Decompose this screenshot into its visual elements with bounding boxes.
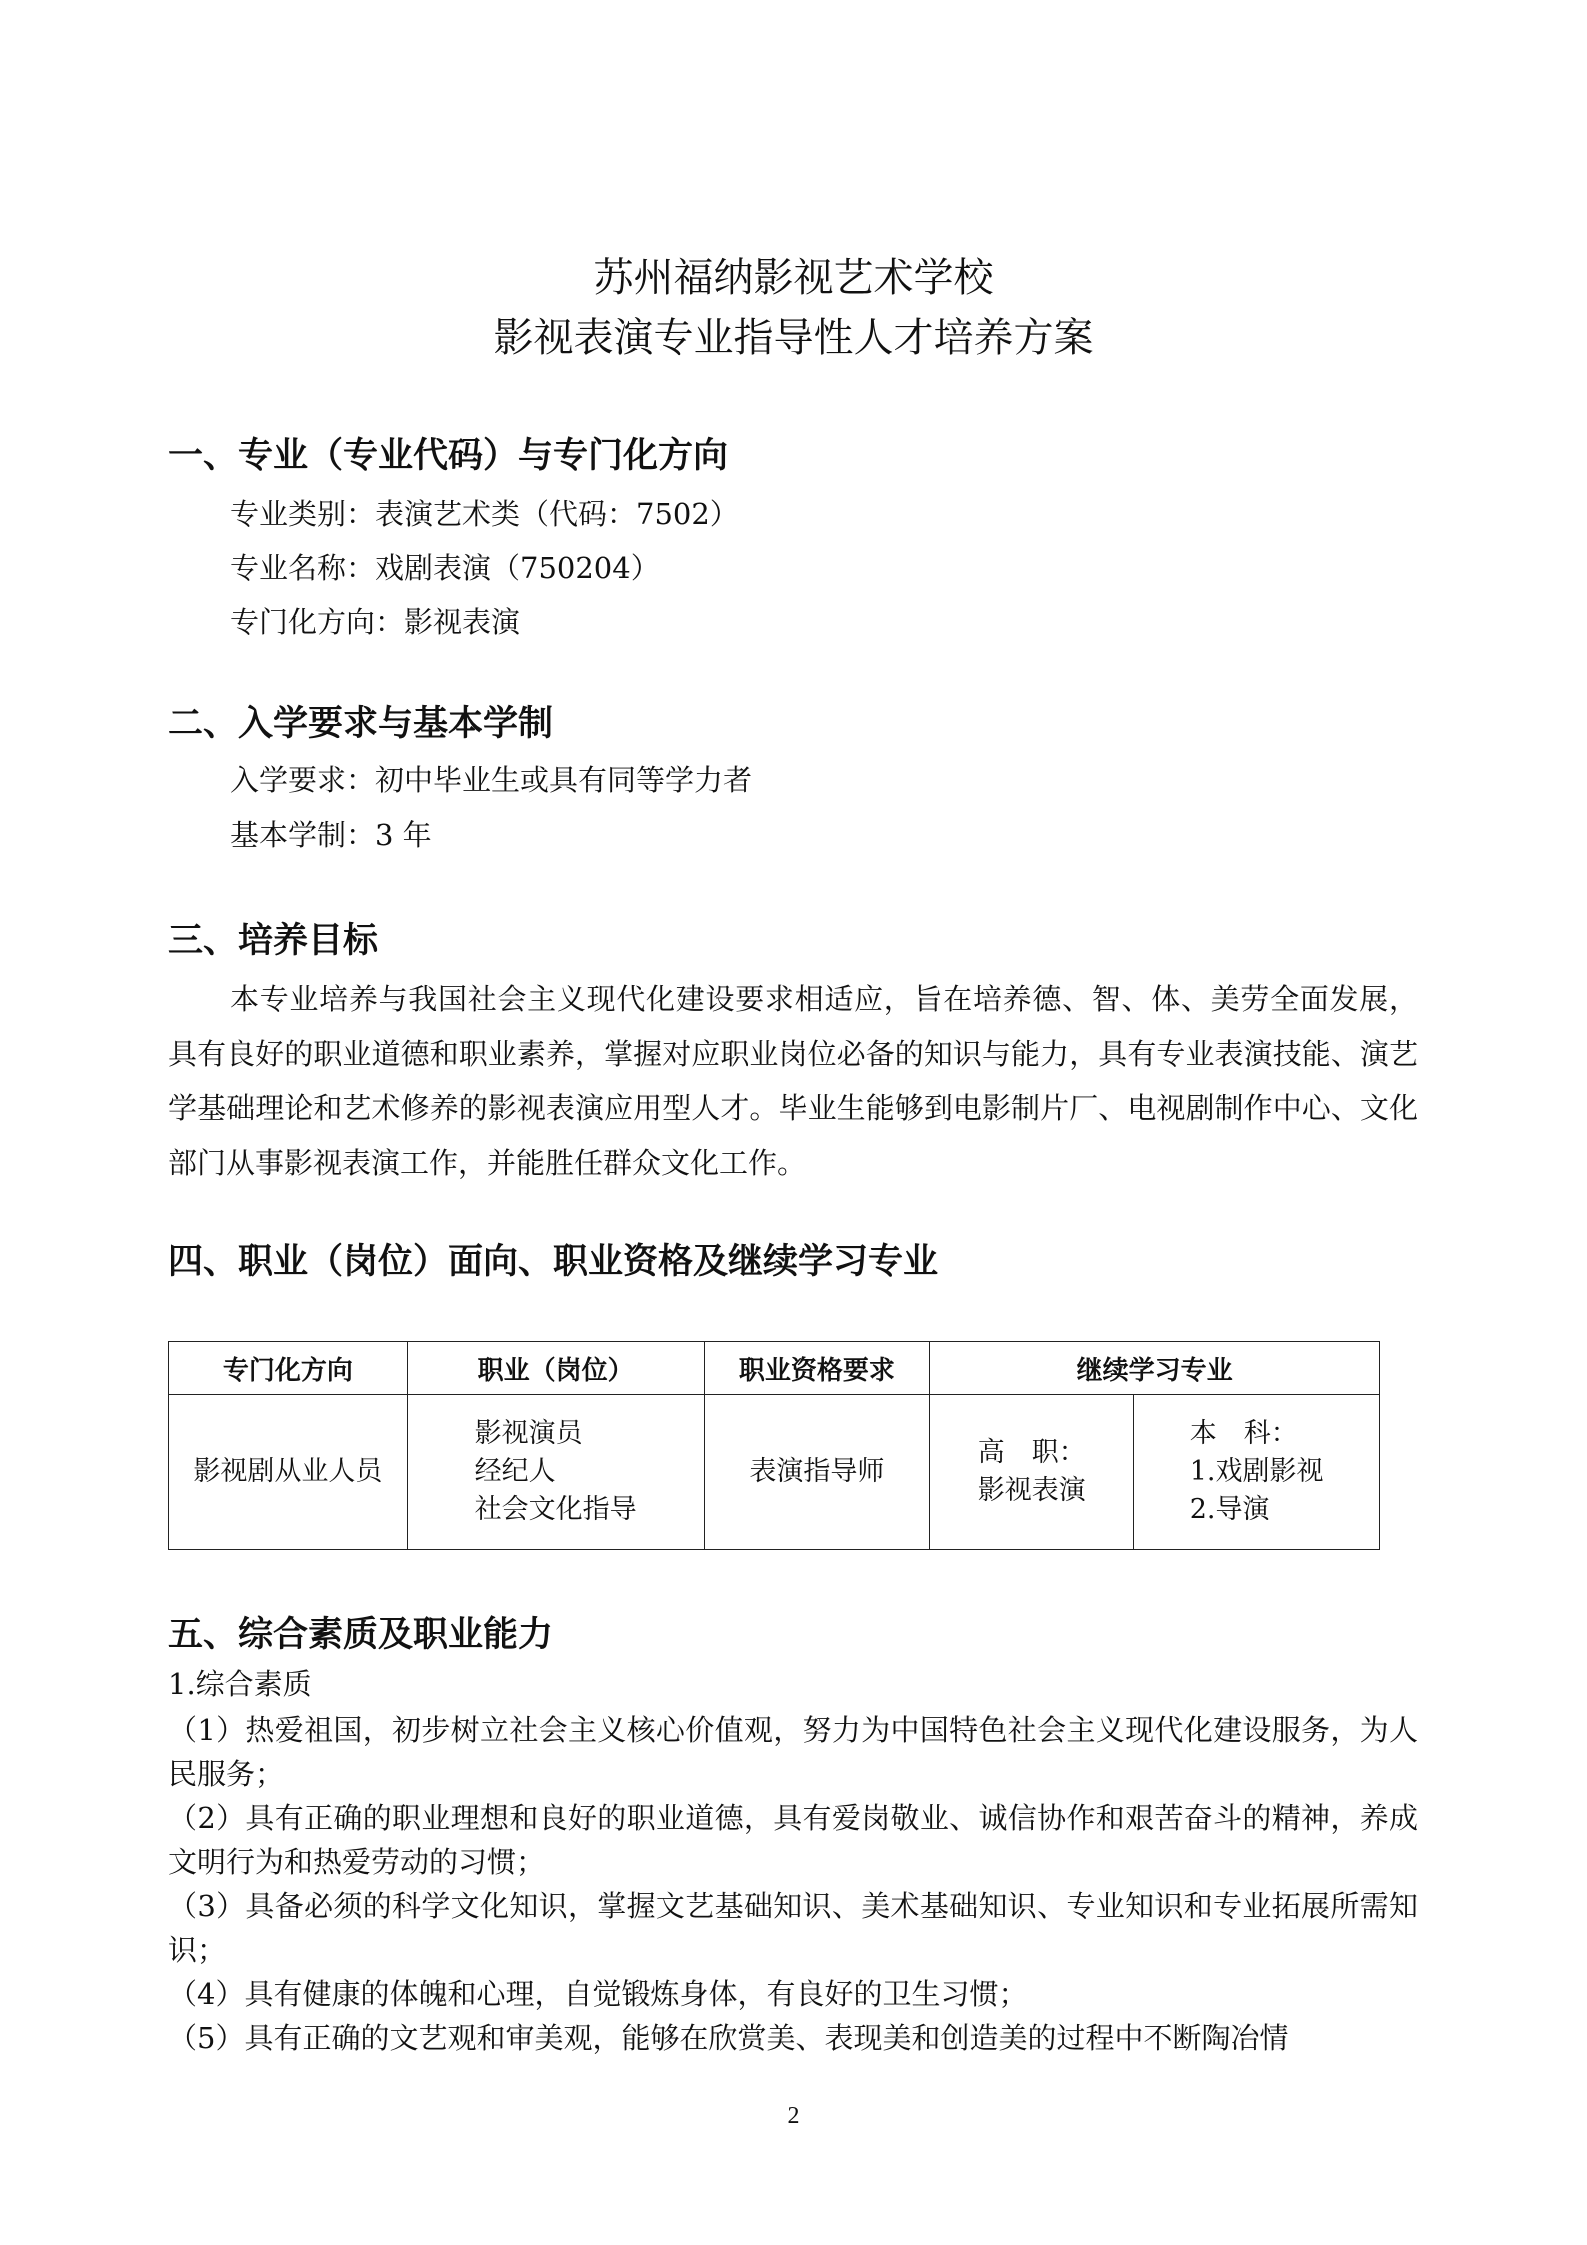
subsection-heading: 1.综合素质 <box>168 1667 312 1701</box>
list-item: （1）热爱祖国，初步树立社会主义核心价值观，努力为中国特色社会主义现代化建设服务，为人民服务； <box>168 1713 1418 1791</box>
list-item: （4）具有健康的体魄和心理，自觉锻炼身体，有良好的卫生习惯； <box>168 1977 1028 2011</box>
page-number: 2 <box>787 2103 800 2129</box>
list-item: （2）具有正确的职业理想和良好的职业道德，具有爱岗敬业、诚信协作和艰苦奋斗的精神，养成文明行为和热爱劳动的习惯； <box>168 1801 1418 1879</box>
job-item: 影视演员 <box>474 1418 583 1449</box>
job-item: 社会文化指导 <box>474 1494 637 1525</box>
cell-jobs <box>407 1395 704 1550</box>
plan-title: 影视表演专业指导性人才培养方案 <box>493 315 1094 361</box>
admission-requirement: 入学要求：初中毕业生或具有同等学力者 <box>230 763 753 797</box>
table-header-row <box>169 1342 1380 1395</box>
cell-qualification: 表演指导师 <box>704 1395 930 1550</box>
table-row <box>169 1395 1380 1550</box>
section-4-heading: 四、职业（岗位）面向、职业资格及继续学习专业 <box>168 1241 939 1282</box>
header-qualification: 职业资格要求 <box>704 1342 930 1395</box>
cell-undergraduate <box>1134 1395 1380 1550</box>
higher-vocational-major: 影视表演 <box>977 1475 1086 1506</box>
section-3-heading: 三、培养目标 <box>168 920 379 961</box>
major-name: 专业名称：戏剧表演（750204） <box>230 551 660 585</box>
header-further-study: 继续学习专业 <box>930 1342 1380 1395</box>
undergraduate-major: 2.导演 <box>1189 1494 1270 1525</box>
list-item: （5）具有正确的文艺观和审美观，能够在欣赏美、表现美和创造美的过程中不断陶冶情 <box>168 2021 1289 2055</box>
job-item: 经纪人 <box>474 1456 556 1487</box>
cell-higher-vocational <box>930 1395 1134 1550</box>
career-table <box>168 1341 1380 1550</box>
section-2-heading: 二、入学要求与基本学制 <box>168 703 554 744</box>
section-1-heading: 一、专业（专业代码）与专门化方向 <box>168 435 729 476</box>
specialization-direction: 专门化方向：影视表演 <box>230 605 521 639</box>
higher-vocational-label: 高 职： <box>977 1437 1086 1468</box>
major-category: 专业类别：表演艺术类（代码：7502） <box>230 497 739 531</box>
cell-direction: 影视剧从业人员 <box>169 1395 408 1550</box>
undergraduate-label: 本 科： <box>1189 1418 1298 1449</box>
header-job: 职业（岗位） <box>407 1342 704 1395</box>
header-direction: 专门化方向 <box>169 1342 408 1395</box>
list-item: （3）具备必须的科学文化知识，掌握文艺基础知识、美术基础知识、专业知识和专业拓展所需知识； <box>168 1889 1418 1967</box>
training-goal-paragraph: 本专业培养与我国社会主义现代化建设要求相适应，旨在培养德、智、体、美劳全面发展，具有良好的职业道德和职业素养，掌握对应职业岗位必备的知识与能力，具有专业表演技能、演艺学基础理论和艺术修养的影视表演应用型人才。毕业生能够到电影制片厂、电视剧制作中心、文化部门从事影视表演工作，并能胜任群众文化工作。 <box>168 982 1418 1180</box>
school-title: 苏州福纳影视艺术学校 <box>593 255 994 301</box>
undergraduate-major: 1.戏剧影视 <box>1189 1456 1324 1487</box>
section-5-heading: 五、综合素质及职业能力 <box>168 1614 554 1655</box>
study-duration: 基本学制：3 年 <box>230 818 432 852</box>
